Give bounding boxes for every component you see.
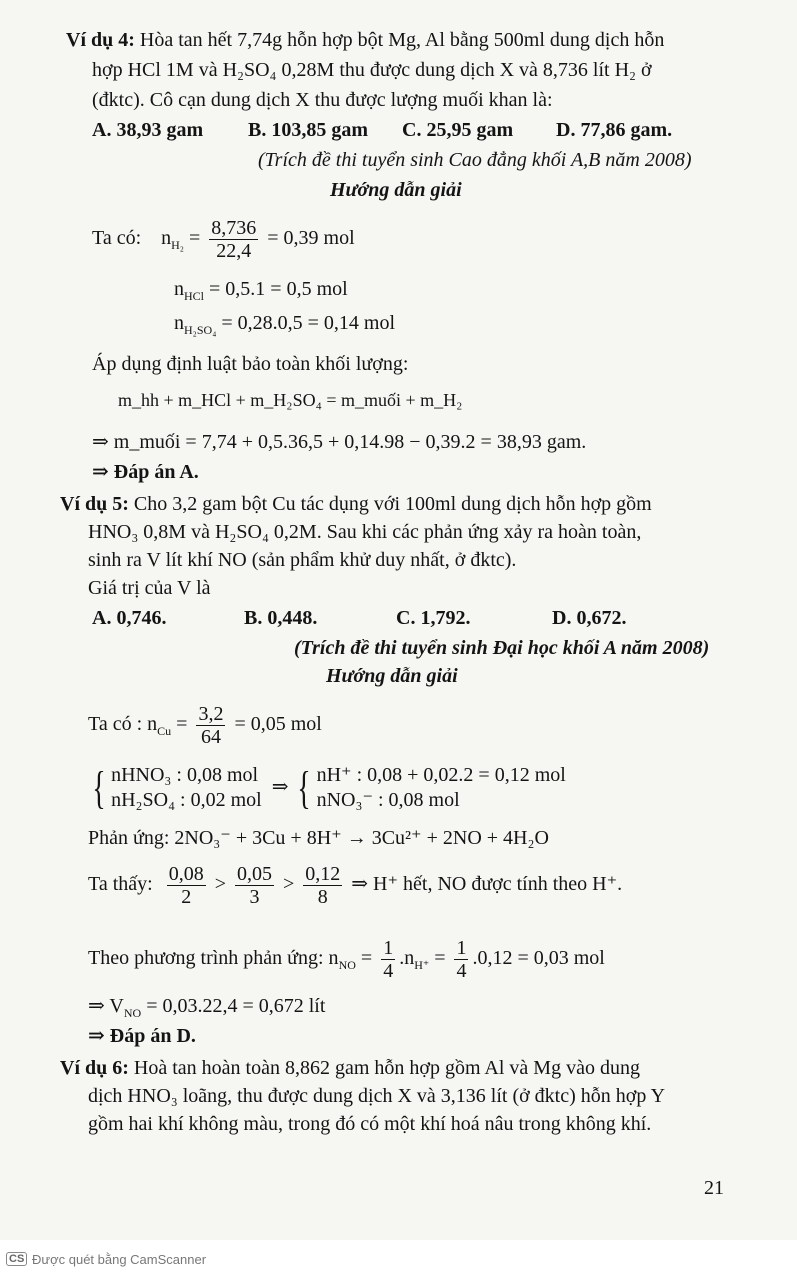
ex4-option-b: B. 103,85 gam	[248, 119, 368, 141]
left-brace-icon: {	[92, 762, 106, 814]
ex4-line1	[66, 28, 664, 52]
ex4-title: Ví dụ 4:	[66, 29, 135, 51]
ex4-nh2-fraction: $\frac{8,736}{22,4}$	[211, 216, 257, 262]
ex4-law: Áp dụng định luật bảo toàn khối lượng:	[92, 353, 409, 375]
ex5-guide: Hướng dẫn giải	[326, 665, 458, 687]
ex4-nh2so4-row: $n_{H_2SO_4} = 0,28.0,5 = 0,14$ mol	[174, 312, 396, 337]
ex4-line2: hợp HCl 1M và H₂SO₄ 0,28M thu được dung dịch X và 8,736 lít H₂ ở	[92, 59, 652, 81]
ex5-vno-row: ⇒ $V_{NO} = 0,03.22,4 = 0,672$ lít	[88, 995, 326, 1020]
ex4-answer: ⇒ Đáp án A.	[92, 461, 199, 483]
ex4-taco: Ta có:	[92, 227, 142, 249]
ex4-nh2-sub: H₂	[171, 238, 184, 252]
ex5-ncu-row: Ta có : $n_{Cu}$ = $\frac{3,2}{64}$ = 0,05 mol	[88, 702, 322, 748]
ex5-ncu-fraction: $\frac{3,2}{64}$	[198, 702, 224, 748]
ex5-question: Giá trị của V là	[88, 577, 211, 599]
ex5-title: Ví dụ 5:	[60, 493, 129, 515]
ex6-line1: Ví dụ 6: Hoà tan hoàn toàn 8,862 gam hỗn hợp gồm Al và Mg vào dung	[60, 1057, 640, 1079]
ex5-reaction: Phản ứng: 2NO₃⁻ + 3Cu + 8H⁺ → 3Cu²⁺ + 2NO + 4H₂O	[88, 827, 549, 849]
scanner-footer-text: Được quét bằng CamScanner	[32, 1252, 207, 1267]
ex5-source: (Trích đề thi tuyển sinh Đại học khối A năm 2008)	[294, 637, 710, 659]
ex4-mass-calc: ⇒ m_muối = 7,74 + 0,5.36,5 + 0,14.98 − 0,39.2 = 38,93 gam.	[92, 431, 587, 453]
ex4-guide: Hướng dẫn giải	[330, 179, 462, 201]
ex5-line2: HNO₃ 0,8M và H₂SO₄ 0,2M. Sau khi các phản ứng xảy ra hoàn toàn,	[88, 521, 642, 543]
ex5-option-d: D. 0,672.	[552, 607, 627, 629]
camscanner-logo-icon: CS	[6, 1252, 27, 1266]
ex4-nhcl-row: $n_{HCl} = 0,5.1 = 0,5$ mol	[174, 278, 348, 303]
ex5-system-left: nHNO₃ : 0,08 mol nH₂SO₄ : 0,02 mol	[111, 764, 262, 812]
ex5-theopt-row: Theo phương trình phản ứng: $n_{NO}$ = $\frac{1}{4}$ $.n_{H^+}$ = $\frac{1}{4}$ .0,12 = 0,03 mol	[88, 936, 605, 982]
left-brace-icon: {	[297, 762, 312, 814]
ex4-line3: (đktc). Cô cạn dung dịch X thu được lượng muối khan là:	[92, 89, 553, 111]
ex4-option-c: C. 25,95 gam	[402, 119, 514, 141]
ex5-compare-row: Ta thấy: $\frac{0,08}{2}$ > $\frac{0,05}{3}$ > $\frac{0,12}{8}$ ⇒ H⁺ hết, NO được tính theo H⁺.	[88, 862, 623, 908]
ex5-option-b: B. 0,448.	[244, 607, 318, 629]
ex4-option-d: D. 77,86 gam.	[556, 119, 673, 141]
ex4-source: (Trích đề thi tuyển sinh Cao đẳng khối A,B năm 2008)	[258, 149, 692, 171]
ex5-answer: ⇒ Đáp án D.	[88, 1025, 196, 1047]
ex5-line3: sinh ra V lít khí NO (sản phẩm khử duy nhất, ở đktc).	[88, 549, 517, 571]
ex6-line3: gồm hai khí không màu, trong đó có một khí hoá nâu trong không khí.	[88, 1113, 652, 1135]
ex4-nh2-result: = 0,39 mol	[267, 227, 355, 249]
ex4-nh2-row: Ta có: $n_{H_2}$ = $\frac{8,736}{22,4}$ = 0,39 mol	[92, 216, 355, 262]
ex4-mass-equation: m_hh + m_HCl + m_H₂SO₄ = m_muối + m_H₂	[118, 390, 463, 410]
ex5-system-right: nH⁺ : 0,08 + 0,02.2 = 0,12 mol nNO₃⁻ : 0,08 mol	[316, 764, 566, 812]
ex6-line2: dịch HNO₃ loãng, thu được dung dịch X và 3,136 lít (ở đktc) hỗn hợp Y	[88, 1085, 666, 1107]
ex4-option-a: A. 38,93 gam	[92, 119, 204, 141]
ex4-nh2-symbol: n	[161, 227, 172, 249]
page-number: 21	[704, 1177, 724, 1199]
scanner-footer	[0, 1240, 797, 1280]
implies-arrow-icon: ⇒	[271, 776, 289, 798]
ex6-title: Ví dụ 6:	[60, 1057, 129, 1079]
ex5-line1: Ví dụ 5: Cho 3,2 gam bột Cu tác dụng với 100ml dung dịch hỗn hợp gồm	[60, 493, 652, 515]
ex5-option-a: A. 0,746.	[92, 607, 167, 629]
ex5-system-row	[88, 760, 566, 814]
ex4-text1: Hòa tan hết 7,74g hỗn hợp bột Mg, Al bằng 500ml dung dịch hỗn	[139, 29, 665, 51]
ex5-option-c: C. 1,792.	[396, 607, 471, 629]
